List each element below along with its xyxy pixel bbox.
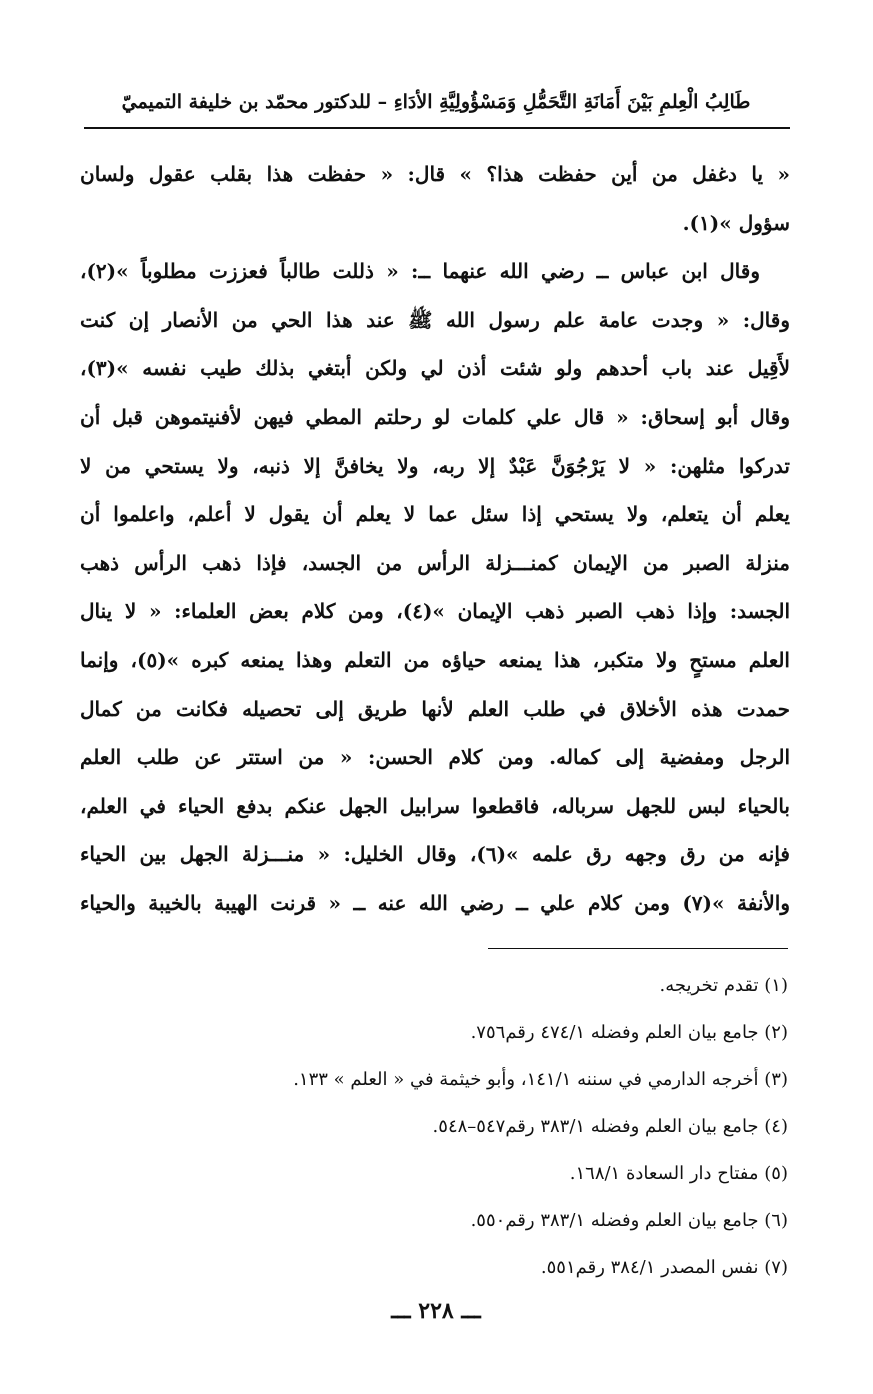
text-line: حمدت هذه الأخلاق في طلب العلم لأنها طريق إلى تحصيله فكانت من كمال [80,696,790,721]
main-text [80,150,790,928]
running-header: طَالِبُ الْعِلمِ بَيْنَ أَمَانَةِ التَّحَمُّلِ وَمَسْؤُولِيَّةِ الأدَاءِ – للدكتور محمّد بن خليفة التميميّ [121,91,751,113]
footnote: (٧) نفس المصدر ٣٨٤/١ رقم٥٥١. [540,1257,788,1278]
text-line: لأَقِيل عند باب أحدهم ولو شئت أذن لي ولكن أبتغي بذلك طيب نفسه »(٣)، [80,356,790,381]
page-number: ـــ ٢٢٨ ـــ [391,1298,481,1324]
header-rule [84,127,790,129]
footnote-separator [488,948,788,949]
footnote: (٥) مفتاح دار السعادة ١٦٨/١. [569,1163,788,1184]
text-line: يعلم أن يتعلم، ولا يستحي إذا سئل عما لا يعلم أن يقول لا أعلم، واعلموا أن [80,502,790,527]
footnote: (٣) أخرجه الدارمي في سننه ١٤١/١، وأبو خيثمة في « العلم » ١٣٣. [293,1069,788,1090]
footnote: (٦) جامع بيان العلم وفضله ٣٨٣/١ رقم٥٥٠. [470,1210,788,1231]
footnote: (٤) جامع بيان العلم وفضله ٣٨٣/١ رقم٥٤٧–٥٤٨. [432,1116,788,1137]
footnote: (٢) جامع بيان العلم وفضله ٤٧٤/١ رقم٧٥٦. [470,1022,788,1043]
text-line: والأنفة »(٧) ومن كلام علي ــ رضي الله عنه ــ « قرنت الهيبة بالخيبة والحياء [80,890,790,915]
text-line: منزلة الصبر من الإيمان كمنـــزلة الرأس من الجسد، فإذا ذهب الرأس ذهب [80,550,790,575]
text-line: الجسد: وإذا ذهب الصبر ذهب الإيمان »(٤)، ومن كلام بعض العلماء: « لا ينال [80,599,790,624]
text-line: وقال: « وجدت عامة علم رسول الله ﷺ عند هذا الحي من الأنصار إن كنت [80,307,790,332]
text-line: فإنه من رق وجهه رق علمه »(٦)، وقال الخليل: « منـــزلة الجهل بين الحياء [80,842,790,867]
text-line: تدركوا مثلهن: « لا يَرْجُوَنَّ عَبْدٌ إلا ربه، ولا يخافنَّ إلا ذنبه، ولا يستحي من لا [80,453,790,478]
text-line: وقال ابن عباس ــ رضي الله عنهما ــ: « ذللت طالباً فعززت مطلوباً »(٢)، [80,259,760,284]
text-line: الرجل ومفضية إلى كماله. ومن كلام الحسن: « من استتر عن طلب العلم [80,745,790,770]
footnote: (١) تقدم تخريجه. [659,975,788,996]
footnotes [90,962,788,1291]
text-line: العلم مستحٍ ولا متكبر، هذا يمنعه حياؤه من التعلم وهذا يمنعه كبره »(٥)، وإنما [80,647,790,672]
text-line: « يا دغفل من أين حفظت هذا؟ » قال: « حفظت هذا بقلب عقول ولسان [80,162,790,186]
text-line: بالحياء لبس للجهل سرباله، فاقطعوا سرابيل الجهل عنكم بدفع الحياء في العلم، [80,793,790,818]
text-line: وقال أبو إسحاق: « قال علي كلمات لو رحلتم المطي فيهن لأفنيتموهن قبل أن [80,404,790,429]
text-line: سؤول »(١). [682,210,790,235]
